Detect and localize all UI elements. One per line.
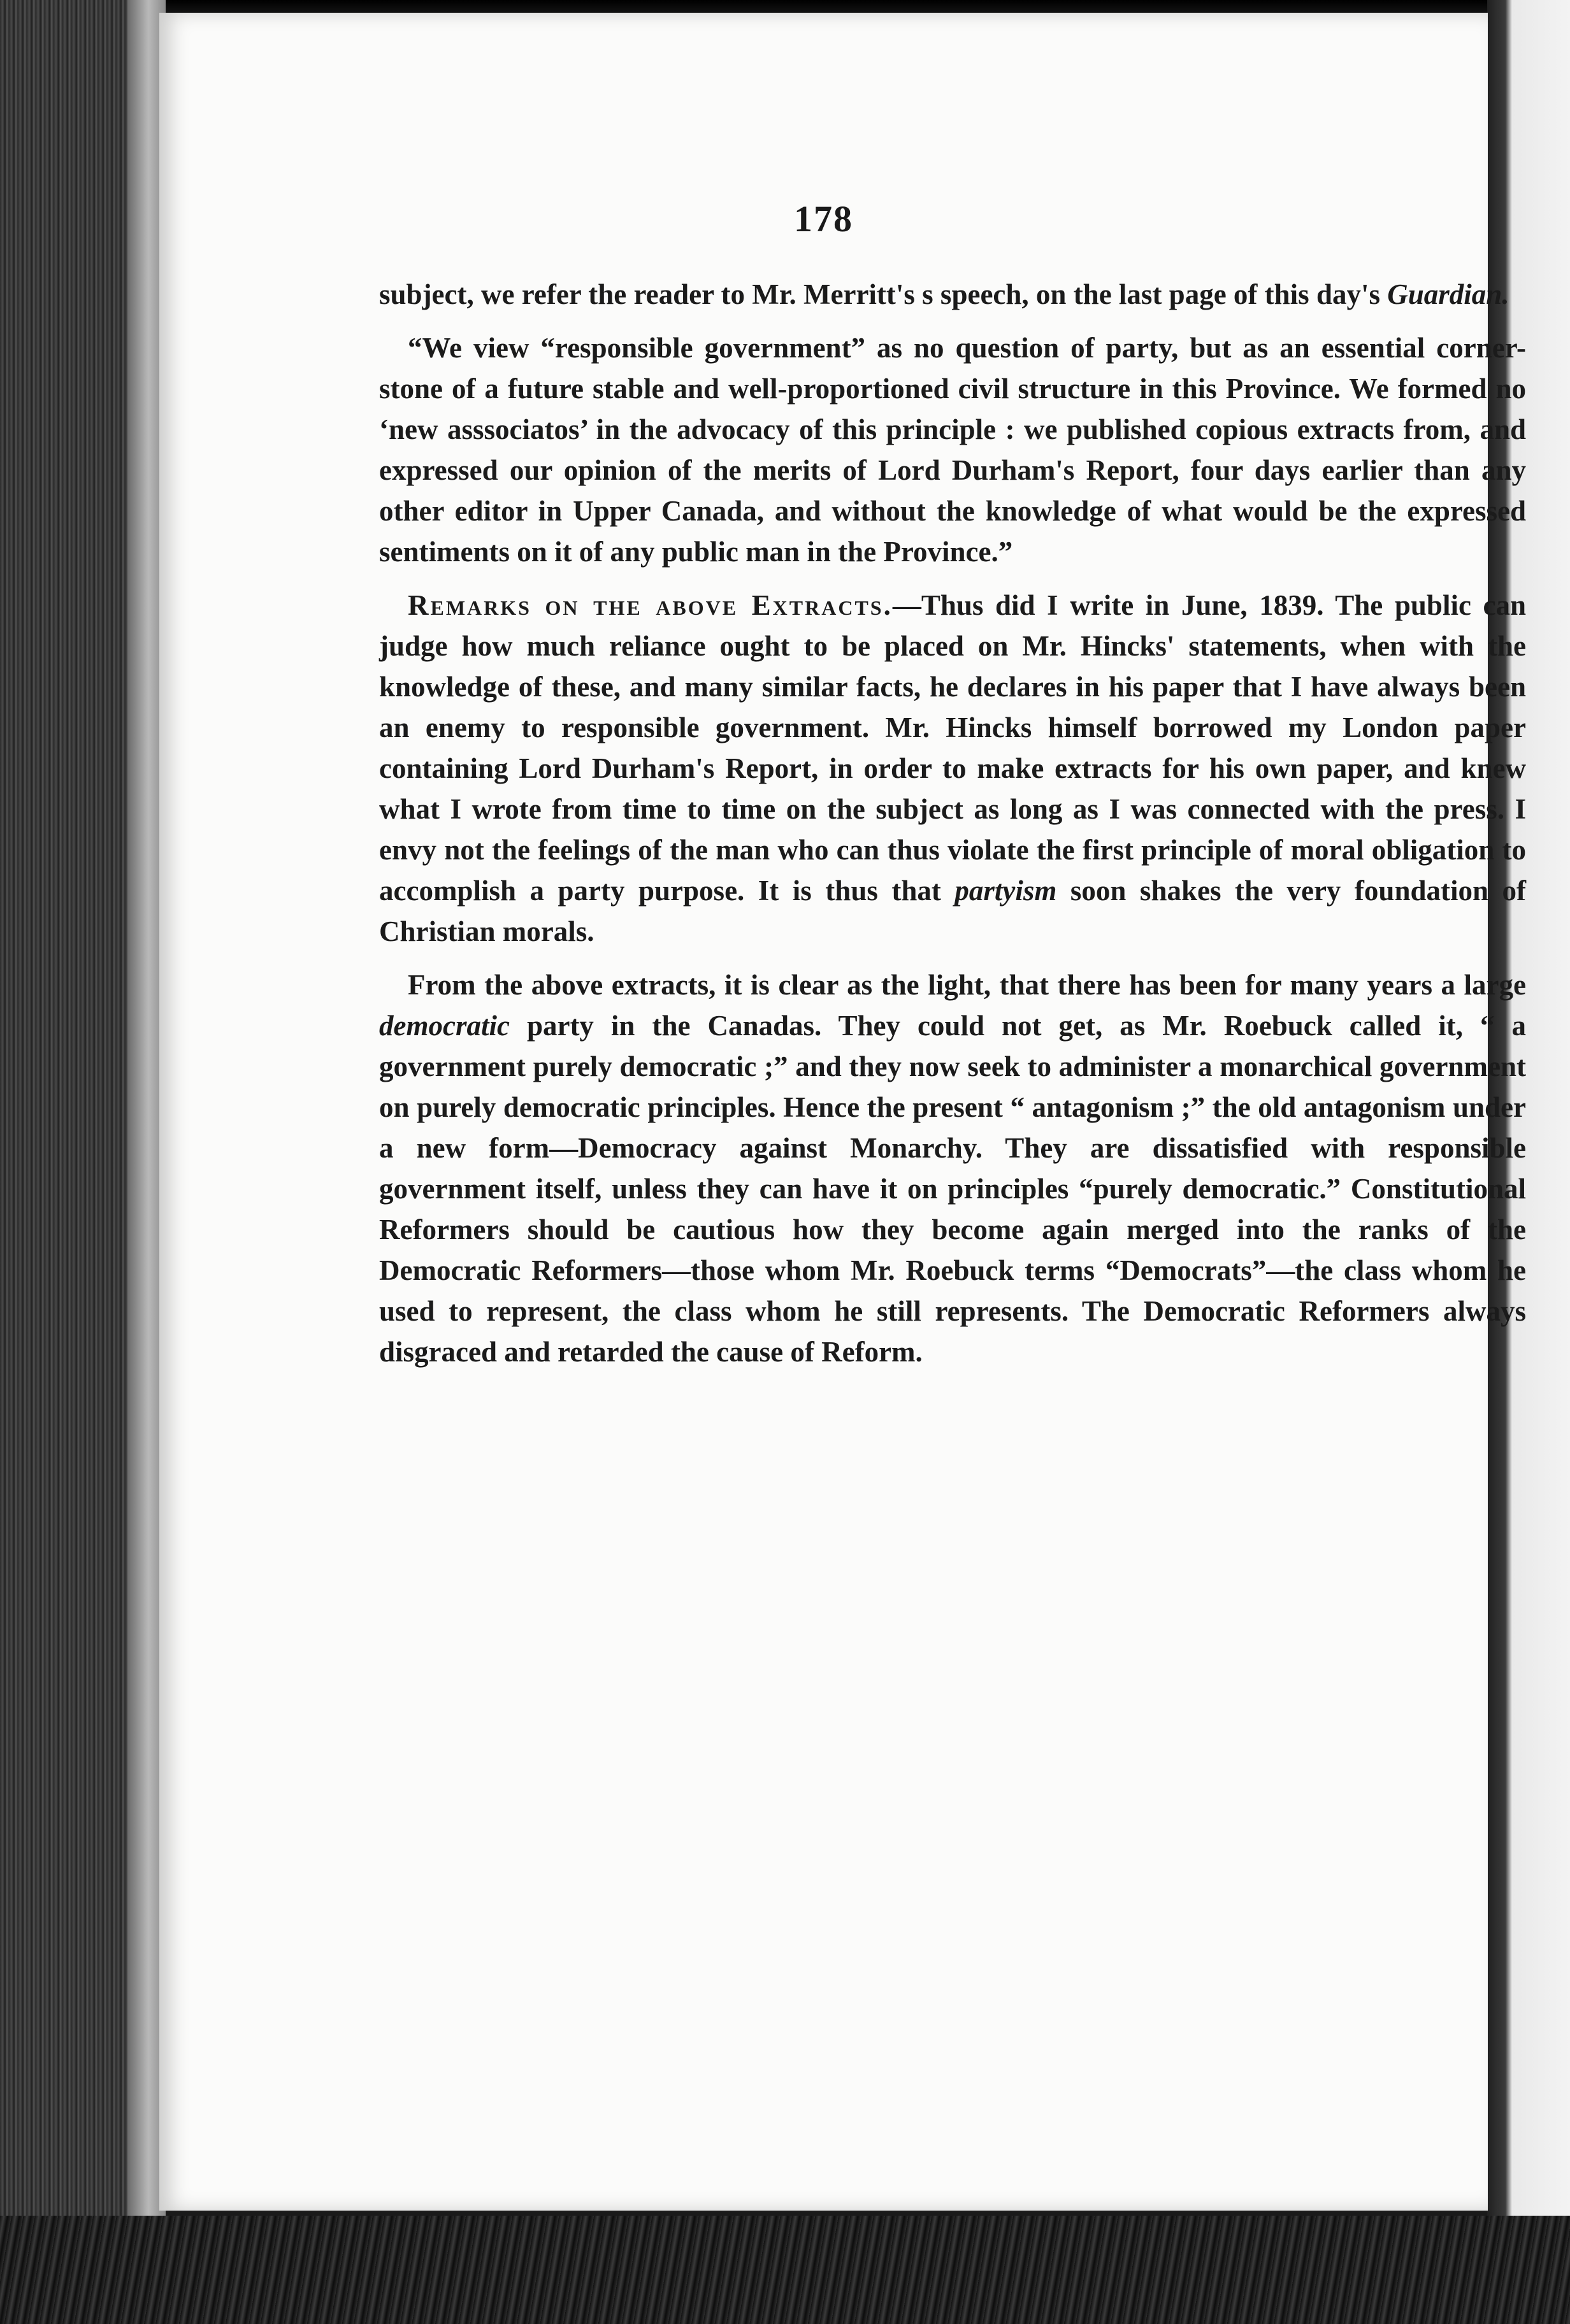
text-run: —Thus did I write in June, 1839. The public can judge how much reliance ought to be placed on Mr. Hincks' statements, when with the knowledge of these, and many similar facts, he declares in his paper that I have always been an enemy to responsible government. Mr. Hincks himself borrowed my London paper containing Lord Durham's Report, in order to make extracts for his own paper, and knew what I wrote from time to time on the subject as long as I was connected with the press. I envy not the feelings of the man who can thus violate the first principle of moral obligation to accomplish a party purpose. It is thus that [379,589,1527,907]
paragraph [379,585,1526,952]
book-edge-left [0,0,166,2324]
page-number: 178 [794,198,853,240]
text-run: subject, we refer the reader to Mr. Merritt's s speech, on the last page of this day's [379,278,1388,310]
section-heading: Remarks on the above Extracts. [408,589,893,621]
italic-run: partyism [954,875,1057,907]
text-run: “We view “responsible government” as no question of party, but as an essential corner-stone of a future stable and well-proportioned civil structure in this Province. We formed no ‘new asssociatos’ in the advocacy of this principle : we published copious extracts from, and expressed our opinion of the merits of Lord Durham's Report, four days earlier than any other editor in Upper Canada, and without the knowledge of what would be the expressed sentiments on it of any public man in the Province.” [379,332,1526,568]
italic-run: Guardian. [1387,278,1509,310]
book-page [159,13,1527,2211]
italic-run: democratic [379,1010,510,1042]
text-run: party in the Canadas. They could not get, as Mr. Roebuck called it, “ a government purely democratic ;” and they now seek to administer a monarchical government on purely democratic principles. Hence the present “ antagonism ;” the old antagonism under a new form—Democracy against Monarchy. They are dissatisfied with responsible government itself, unless they can have it on principles “purely democratic.” Constitutional Reformers should be cautious how they become again merged into the ranks of the Democratic Reformers—those whom Mr. Roebuck terms “Democrats”—the class whom he used to represent, the class whom he still represents. The Democratic Reformers always disgraced and retarded the cause of Reform. [379,1010,1526,1368]
body-text [379,274,1526,1385]
paragraph [379,327,1526,572]
paragraph [379,274,1526,315]
scan-border-bottom [0,2216,1570,2324]
text-run: From the above extracts, it is clear as the light, that there has been for many years a large [408,969,1526,1001]
paragraph [379,965,1526,1372]
text-run: soon shakes the very foundation of Christian morals. [379,875,1526,947]
